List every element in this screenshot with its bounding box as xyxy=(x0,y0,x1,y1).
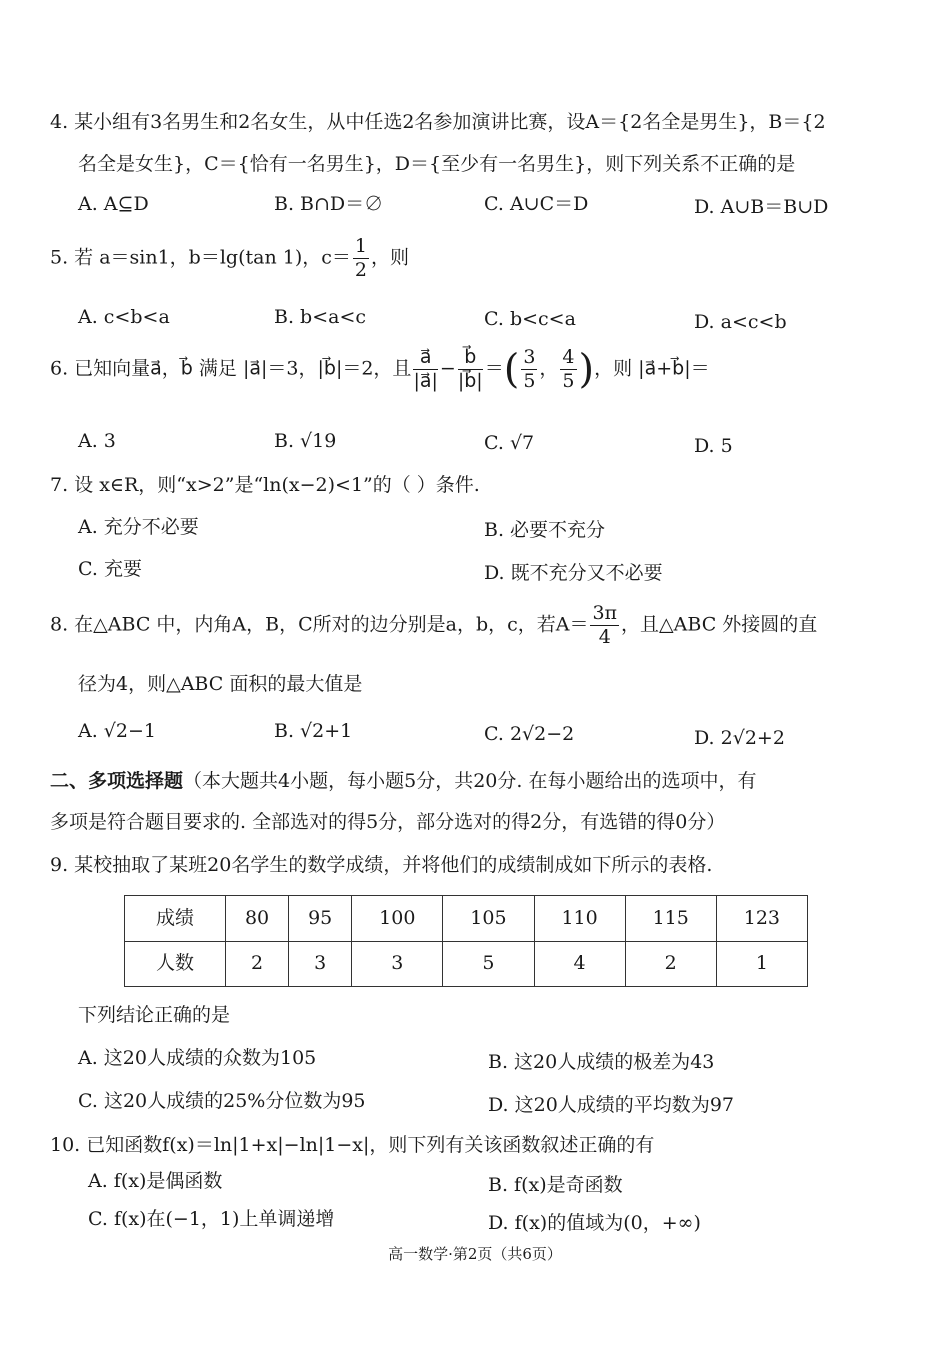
q6-stem-start: 6. 已知向量a⃗，b⃗ 满足 |a⃗|＝3，|b⃗|＝2，且 xyxy=(50,357,412,380)
q5-stem-end: ，则 xyxy=(370,246,409,269)
q4-option-c: C. A∪C＝D xyxy=(484,193,589,215)
q8-frac-den: 4 xyxy=(598,626,611,648)
q5-stem-start: 5. 若 a＝sin1，b＝lg(tan 1)，c＝ xyxy=(50,246,351,269)
q4-option-b: B. B∩D＝∅ xyxy=(274,193,384,215)
q5-fraction xyxy=(353,237,369,280)
q6-frac1-den: |a⃗| xyxy=(413,370,438,392)
score-table xyxy=(124,895,808,987)
table-cell: 105 xyxy=(443,896,534,942)
q8-fraction xyxy=(590,604,619,647)
table-cell: 3 xyxy=(352,941,443,987)
q7-option-d: D. 既不充分又不必要 xyxy=(484,562,663,584)
q7-option-a: A. 充分不必要 xyxy=(78,516,199,538)
q9-option-a: A. 这20人成绩的众数为105 xyxy=(78,1047,317,1069)
q9-option-b: B. 这20人成绩的极差为43 xyxy=(488,1051,715,1073)
q5-option-a: A. c<b<a xyxy=(78,306,170,328)
q9-option-d: D. 这20人成绩的平均数为97 xyxy=(488,1094,734,1116)
q10-option-b: B. f(x)是奇函数 xyxy=(488,1174,623,1196)
table-cell: 5 xyxy=(443,941,534,987)
q4-stem-line1: 4. 某小组有3名男生和2名女生，从中任选2名参加演讲比赛，设A＝{2名全是男生}，B＝{2 xyxy=(50,111,826,133)
table-cell: 80 xyxy=(226,896,289,942)
q6-stem-end: ，则 |a⃗+b⃗|＝ xyxy=(594,357,710,380)
table-row-label-counts: 人数 xyxy=(125,941,226,987)
q7-option-b: B. 必要不充分 xyxy=(484,519,606,541)
table-cell: 1 xyxy=(716,941,807,987)
q5-frac-num: 1 xyxy=(354,235,367,257)
q8-frac-num: 3π xyxy=(592,602,618,624)
q8-option-b: B. √2+1 xyxy=(274,720,353,742)
section2-title: 二、多项选择题 xyxy=(50,770,184,792)
q8-stem-end: ，且△ABC 外接圆的直 xyxy=(621,613,818,636)
table-cell: 2 xyxy=(625,941,716,987)
q10-option-d: D. f(x)的值域为(0，+∞) xyxy=(488,1212,701,1234)
q9-prompt: 下列结论正确的是 xyxy=(78,1004,231,1026)
q5-option-b: B. b<a<c xyxy=(274,306,367,328)
q6-frac1-num: a⃗ xyxy=(413,348,437,370)
q10-option-c: C. f(x)在(−1，1)上单调递增 xyxy=(88,1208,335,1230)
q7-stem: 7. 设 x∈R，则“x>2”是“ln(x−2)<1”的（ ）条件. xyxy=(50,474,480,496)
q6-frac2-num: b⃗ xyxy=(458,348,483,370)
table-row-counts xyxy=(125,941,808,987)
q8-option-a: A. √2−1 xyxy=(78,720,157,742)
q7-option-c: C. 充要 xyxy=(78,558,142,580)
q6-v1-num: 3 xyxy=(523,346,536,368)
table-cell: 123 xyxy=(716,896,807,942)
q10-option-a: A. f(x)是偶函数 xyxy=(88,1170,223,1192)
table-row-scores xyxy=(125,896,808,942)
q10-stem: 10. 已知函数f(x)＝ln|1+x|−ln|1−x|，则下列有关该函数叙述正确的有 xyxy=(50,1134,655,1156)
page-footer: 高一数学·第2页（共6页） xyxy=(388,1245,562,1263)
q4-stem-line2: 名全是女生}，C＝{恰有一名男生}，D＝{至少有一名男生}，则下列关系不正确的是 xyxy=(78,153,796,175)
q6-option-a: A. 3 xyxy=(78,430,116,452)
q6-v1-den: 5 xyxy=(523,370,536,392)
table-cell: 115 xyxy=(625,896,716,942)
q5-option-c: C. b<c<a xyxy=(484,308,576,330)
q8-stem-line2: 径为4，则△ABC 面积的最大值是 xyxy=(78,673,363,695)
section2-header xyxy=(50,772,756,791)
q6-unit-vector-b xyxy=(458,348,483,391)
q6-stem: 6. 已知向量a⃗，b⃗ 满足 |a⃗|＝3，|b⃗|＝2，且 $\frac{a⃗}{|a⃗|}$ − $\frac{b⃗}{|b⃗|}$ ＝( $\frac{3}{5}$ ， $\frac{4}{5}$ )，则 |a⃗+b⃗|＝ xyxy=(50,346,710,393)
q8-option-d: D. 2√2+2 xyxy=(694,727,785,749)
q6-option-c: C. √7 xyxy=(484,432,535,454)
q6-right-paren: ) xyxy=(578,346,595,393)
q8-stem xyxy=(50,604,817,647)
q6-unit-vector-a xyxy=(413,348,437,391)
table-cell: 3 xyxy=(289,941,352,987)
q9-option-c: C. 这20人成绩的25%分位数为95 xyxy=(78,1090,366,1112)
q6-left-paren: ( xyxy=(503,346,520,393)
q8-stem-start: 8. 在△ABC 中，内角A，B，C所对的边分别是a，b，c，若A＝ xyxy=(50,613,589,636)
table-cell: 95 xyxy=(289,896,352,942)
q6-option-b: B. √19 xyxy=(274,430,337,452)
table-cell: 110 xyxy=(534,896,625,942)
q6-v2-num: 4 xyxy=(562,346,575,368)
q4-option-d: D. A∪B＝B∪D xyxy=(694,196,829,218)
q6-coord-y xyxy=(560,348,576,391)
table-row-label-scores: 成绩 xyxy=(125,896,226,942)
table-cell: 100 xyxy=(352,896,443,942)
table-cell: 4 xyxy=(534,941,625,987)
q5-stem xyxy=(50,237,409,280)
q8-option-c: C. 2√2−2 xyxy=(484,723,575,745)
q9-stem: 9. 某校抽取了某班20名学生的数学成绩，并将他们的成绩制成如下所示的表格. xyxy=(50,854,713,876)
section2-desc-line1: （本大题共4小题，每小题5分，共20分. 在每小题给出的选项中，有 xyxy=(183,770,757,792)
q5-option-d: D. a<c<b xyxy=(694,311,787,333)
table-cell: 2 xyxy=(226,941,289,987)
q6-v2-den: 5 xyxy=(562,370,575,392)
q6-coord-x xyxy=(521,348,537,391)
q4-option-a: A. A⊆D xyxy=(78,193,149,215)
section2-desc-line2: 多项是符合题目要求的. 全部选对的得5分，部分选对的得2分，有选错的得0分） xyxy=(50,811,726,833)
q6-frac2-den: |b⃗| xyxy=(457,370,483,392)
q5-frac-den: 2 xyxy=(354,259,367,281)
q6-equals: ＝ xyxy=(484,357,504,380)
q6-option-d: D. 5 xyxy=(694,435,733,457)
q6-minus: − xyxy=(439,357,456,380)
